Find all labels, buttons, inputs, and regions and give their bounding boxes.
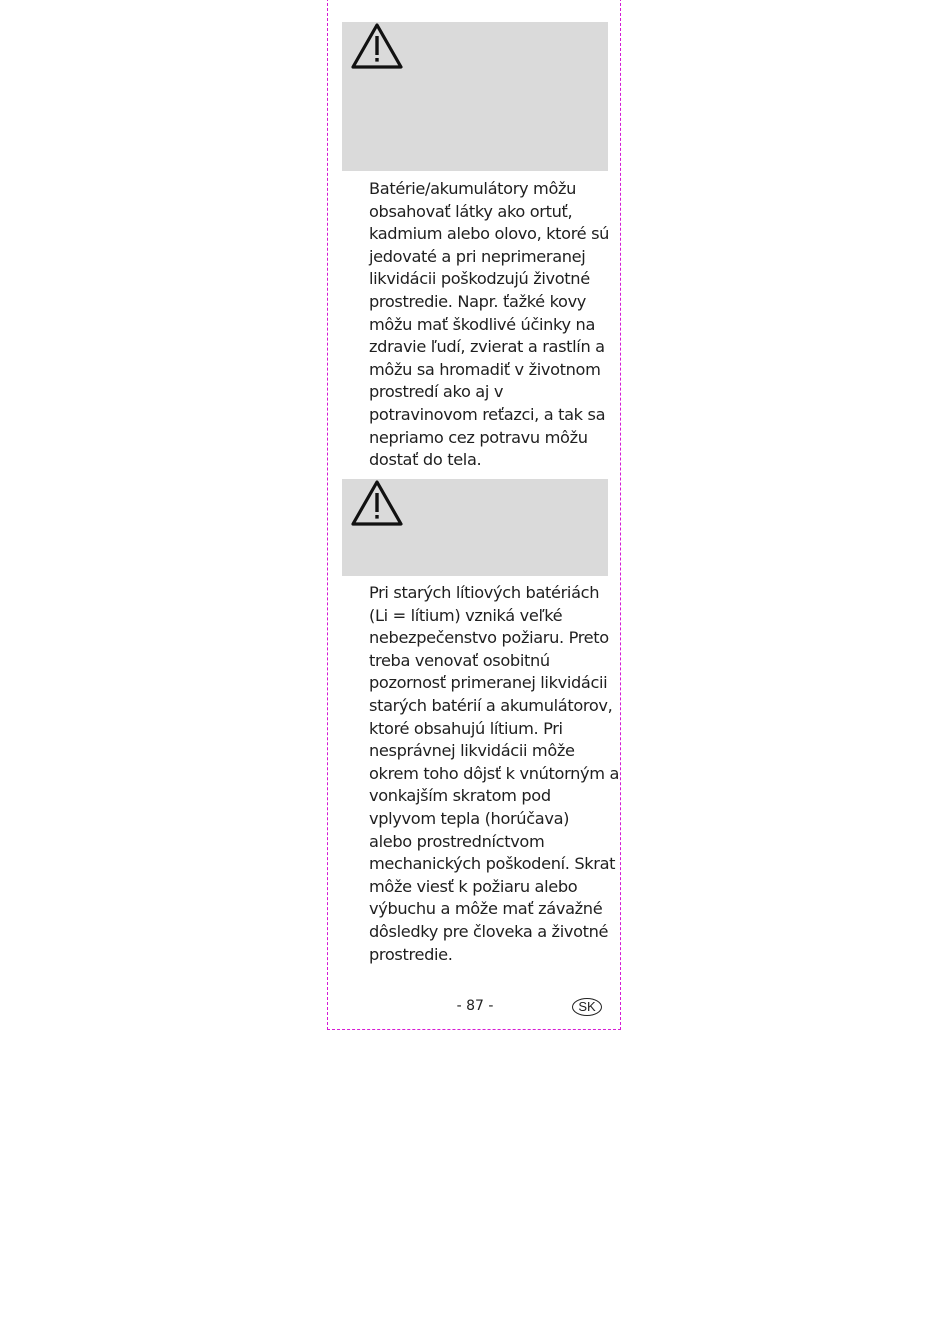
text-line: môžu mať škodlivé účinky na [369,314,596,334]
text-line: prostredie. [369,944,453,964]
warning-text [369,178,609,472]
text-line: likvidácii poškodzujú životné [369,269,590,289]
page-number: - 87 - [456,998,494,1014]
text-line: treba venovať osobitnú [369,650,550,670]
text-line: zdravie ľudí, zvierat a rastlín a [369,337,605,357]
warning-box [342,479,608,576]
text-line: (Li = lítium) vzniká veľké [369,605,563,625]
text-line: môže viesť k požiaru alebo [369,876,578,896]
text-line: ktoré obsahujú lítium. Pri [369,718,563,738]
warning-box [342,22,608,171]
country-code-badge: SK [572,998,602,1016]
warning-triangle-icon [350,22,404,70]
text-line: Pri starých lítiových batériách [369,583,600,602]
text-line: pozornosť primeranej likvidácii [369,673,608,693]
warning-text [369,582,620,966]
text-line: Batérie/akumulátory môžu [369,179,577,198]
text-line: vonkajším skratom pod [369,786,551,806]
text-line: alebo prostredníctvom [369,831,545,851]
text-line: mechanických poškodení. Skrat [369,854,616,874]
text-line: starých batérií a akumulátorov, [369,695,613,715]
text-line: prostredí ako aj v [369,382,504,402]
text-line: potravinovom reťazci, a tak sa [369,404,606,424]
warning-triangle-icon [350,479,404,527]
text-line: nepriamo cez potravu môžu [369,427,588,447]
text-line: vplyvom tepla (horúčava) [369,808,570,828]
text-line: jedovaté a pri neprimeranej [369,246,586,266]
text-line: nebezpečenstvo požiaru. Preto [369,628,609,648]
text-line: dôsledky pre človeka a životné [369,921,609,941]
text-line: výbuchu a môže mať závažné [369,899,603,919]
text-line: dostať do tela. [369,450,482,470]
text-line: obsahovať látky ako ortuť, [369,201,573,221]
text-line: môžu sa hromadiť v životnom [369,359,601,379]
text-line: prostredie. Napr. ťažké kovy [369,291,587,311]
text-line: okrem toho dôjsť k vnútorným a [369,763,620,783]
text-line: nesprávnej likvidácii môže [369,741,575,761]
text-line: kadmium alebo olovo, ktoré sú [369,224,610,244]
